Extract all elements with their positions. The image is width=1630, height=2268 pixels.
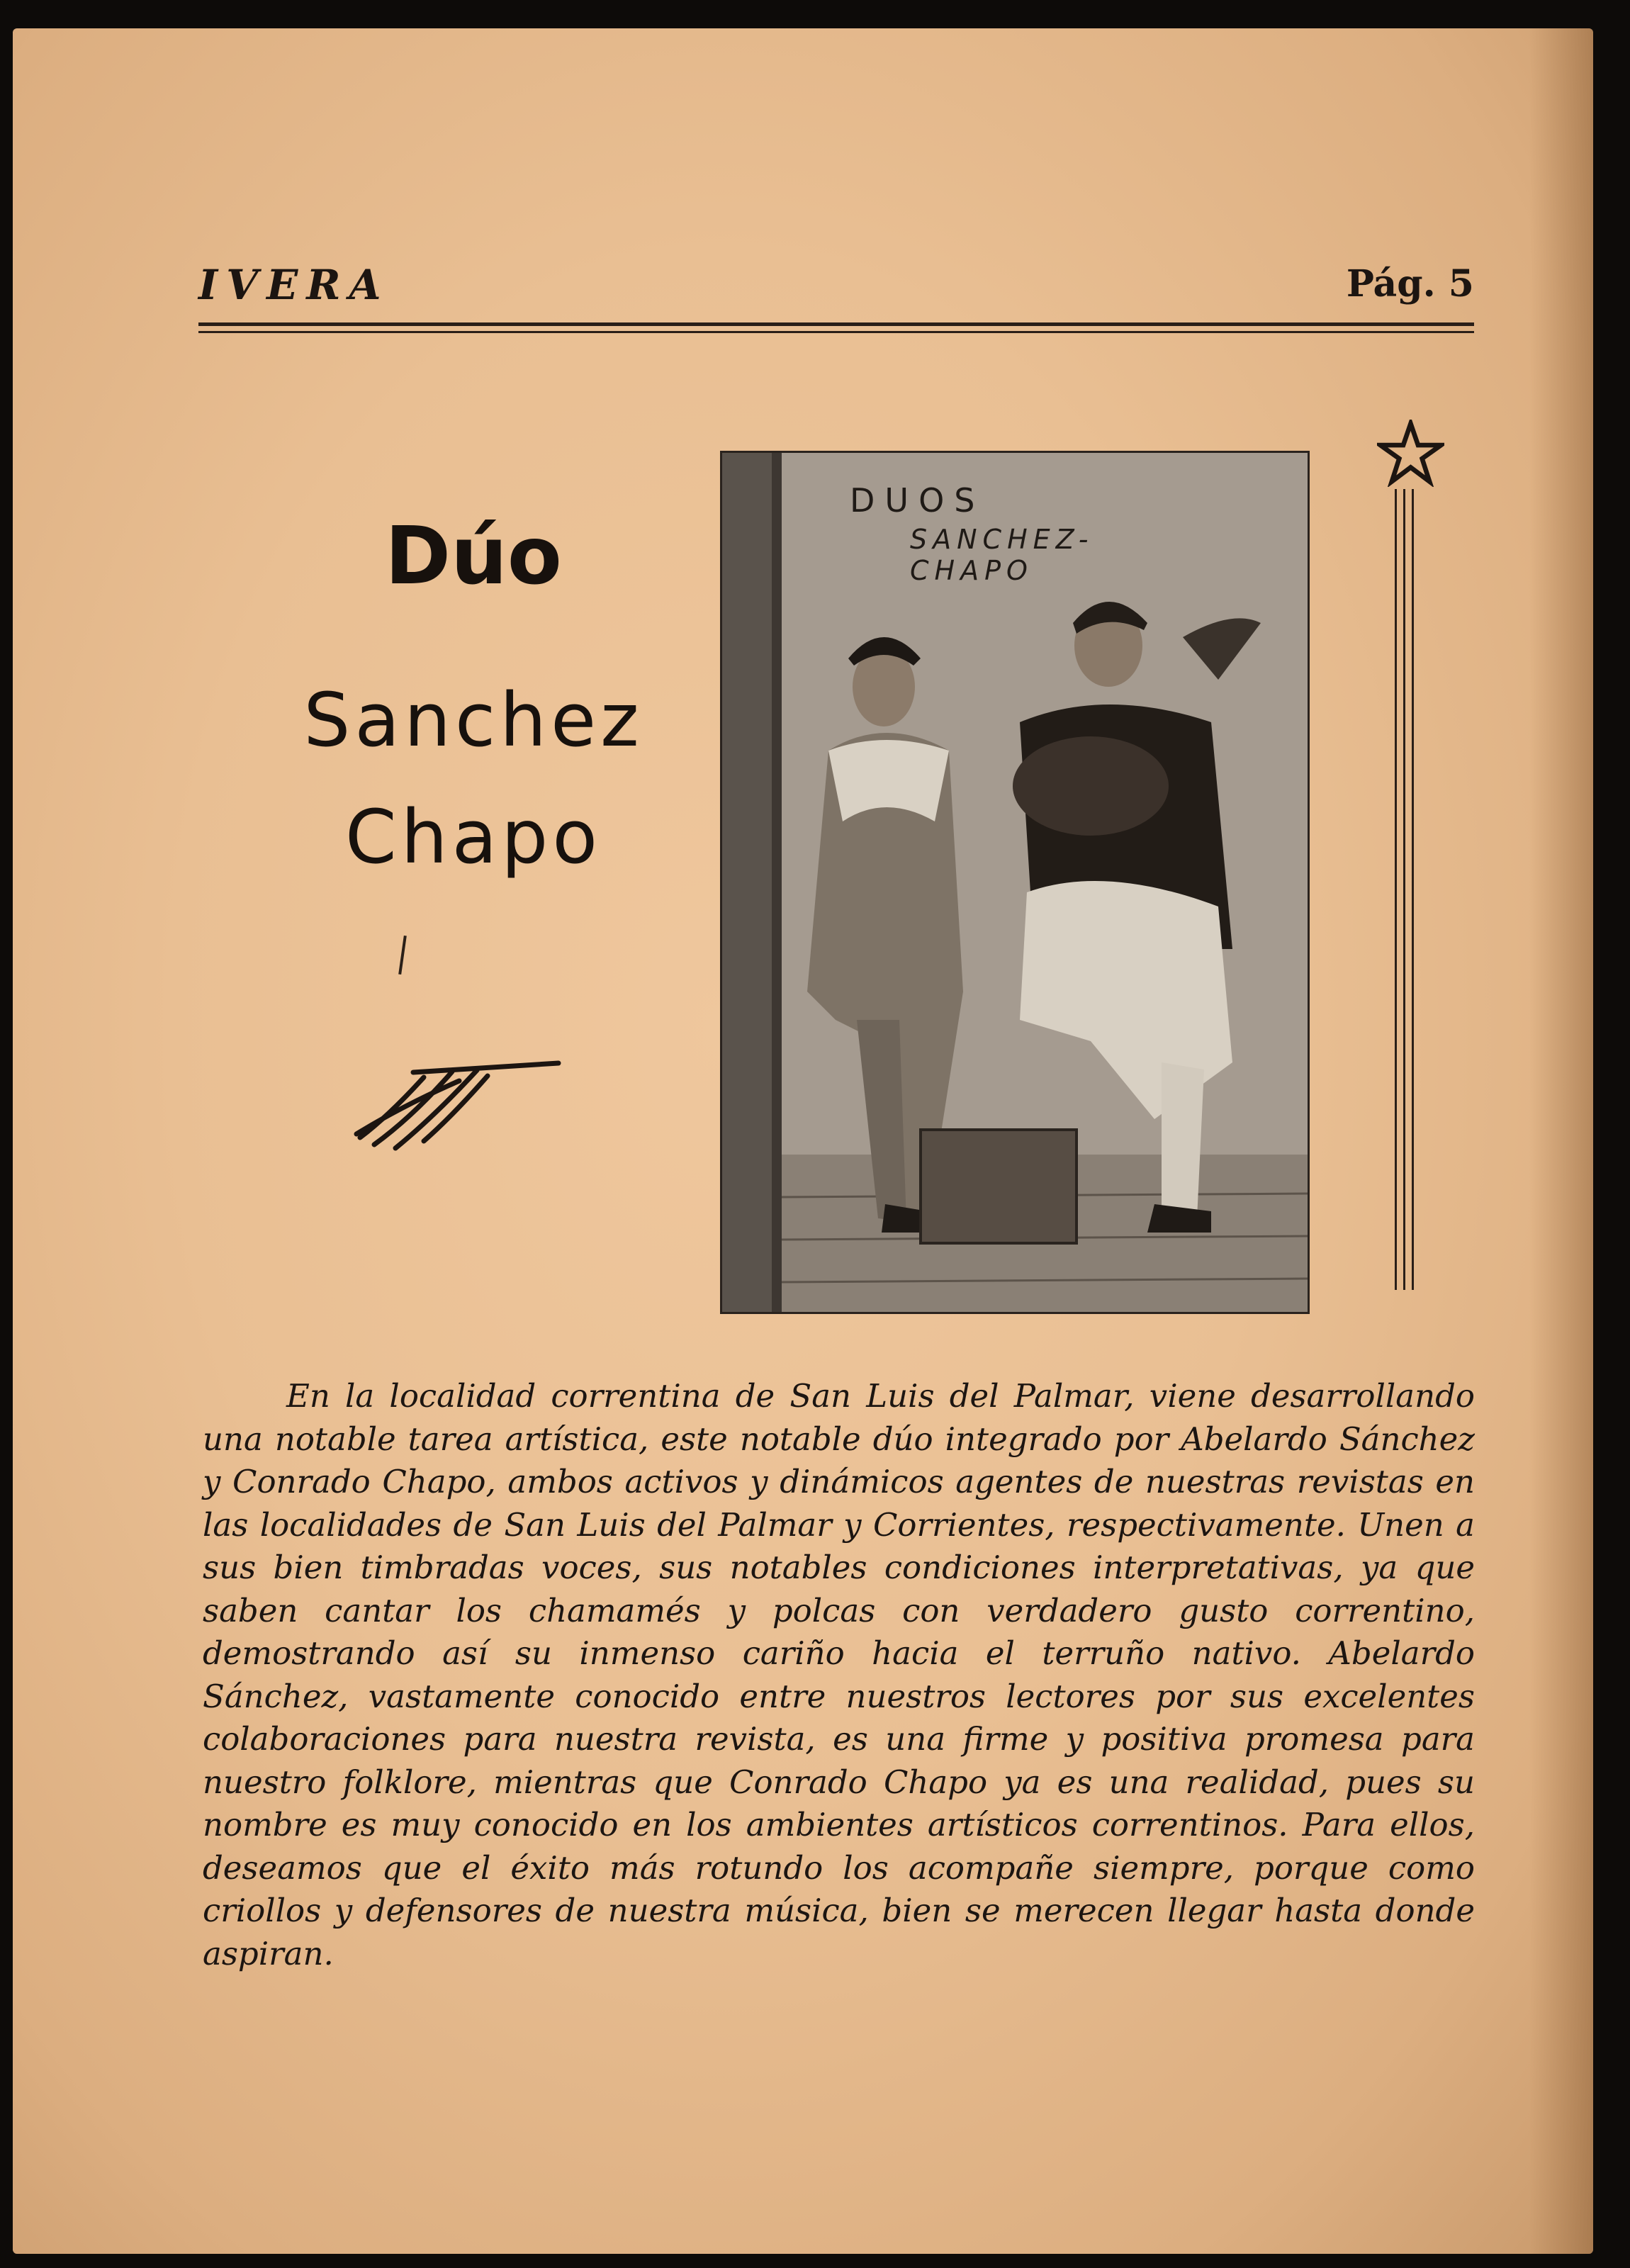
ink-mark [398, 936, 407, 975]
photo-inscription-line-2: SANCHEZ-CHAPO [910, 524, 1094, 586]
decorative-vertical-line [1412, 489, 1414, 1290]
title-line-3: Chapo [345, 794, 602, 880]
decorative-vertical-line [1395, 489, 1397, 1290]
flourish-ornament [346, 1049, 580, 1155]
article-paragraph: En la localidad correntina de San Luis del Palmar, viene desarrollando una notable tarea artística, este notable dúo integrado por Abelardo Sánchez y Conrado Chapo, ambos activos y dinámicos agentes de nuestras revistas en las localidades de San Luis del Palmar y Corrientes, respectivamente. Unen a sus bien timbradas voces, sus notables condiciones interpretativas, ya que saben cantar los chamamés y polcas con verdadero gusto correntino, demostrando así su inmenso cariño hacia el terruño nativo. Abelardo Sánchez, vastamente conocido entre nuestros lectores por sus excelentes colaboraciones para nuestra revista, es una firme y positiva promesa para nuestro folklore, mientras que Conrado Chapo ya es una realidad, pues su nombre es muy conocido en los ambientes artísticos correntinos. Para ellos, deseamos que el éxito más rotundo los acompañe siempre, porque como criollos y defensores de nuestra música, bien se merecen llegar hasta donde aspiran. [203, 1377, 1475, 1972]
title-line-1: Dúo [385, 510, 562, 602]
header-rule [198, 322, 1474, 326]
photo-inscription-line-1: DUOS [850, 481, 985, 520]
duo-photograph [720, 451, 1310, 1314]
title-line-2: Sanchez [303, 677, 643, 763]
header-rule-thin [198, 331, 1474, 333]
star-icon [1377, 420, 1444, 487]
magazine-page [13, 28, 1593, 2254]
article-body [203, 1375, 1475, 1975]
decorative-vertical-line [1403, 489, 1405, 1290]
page-header [198, 261, 1474, 318]
magazine-name: IVERA [198, 261, 390, 309]
page-number: Pág. 5 [1346, 262, 1474, 305]
